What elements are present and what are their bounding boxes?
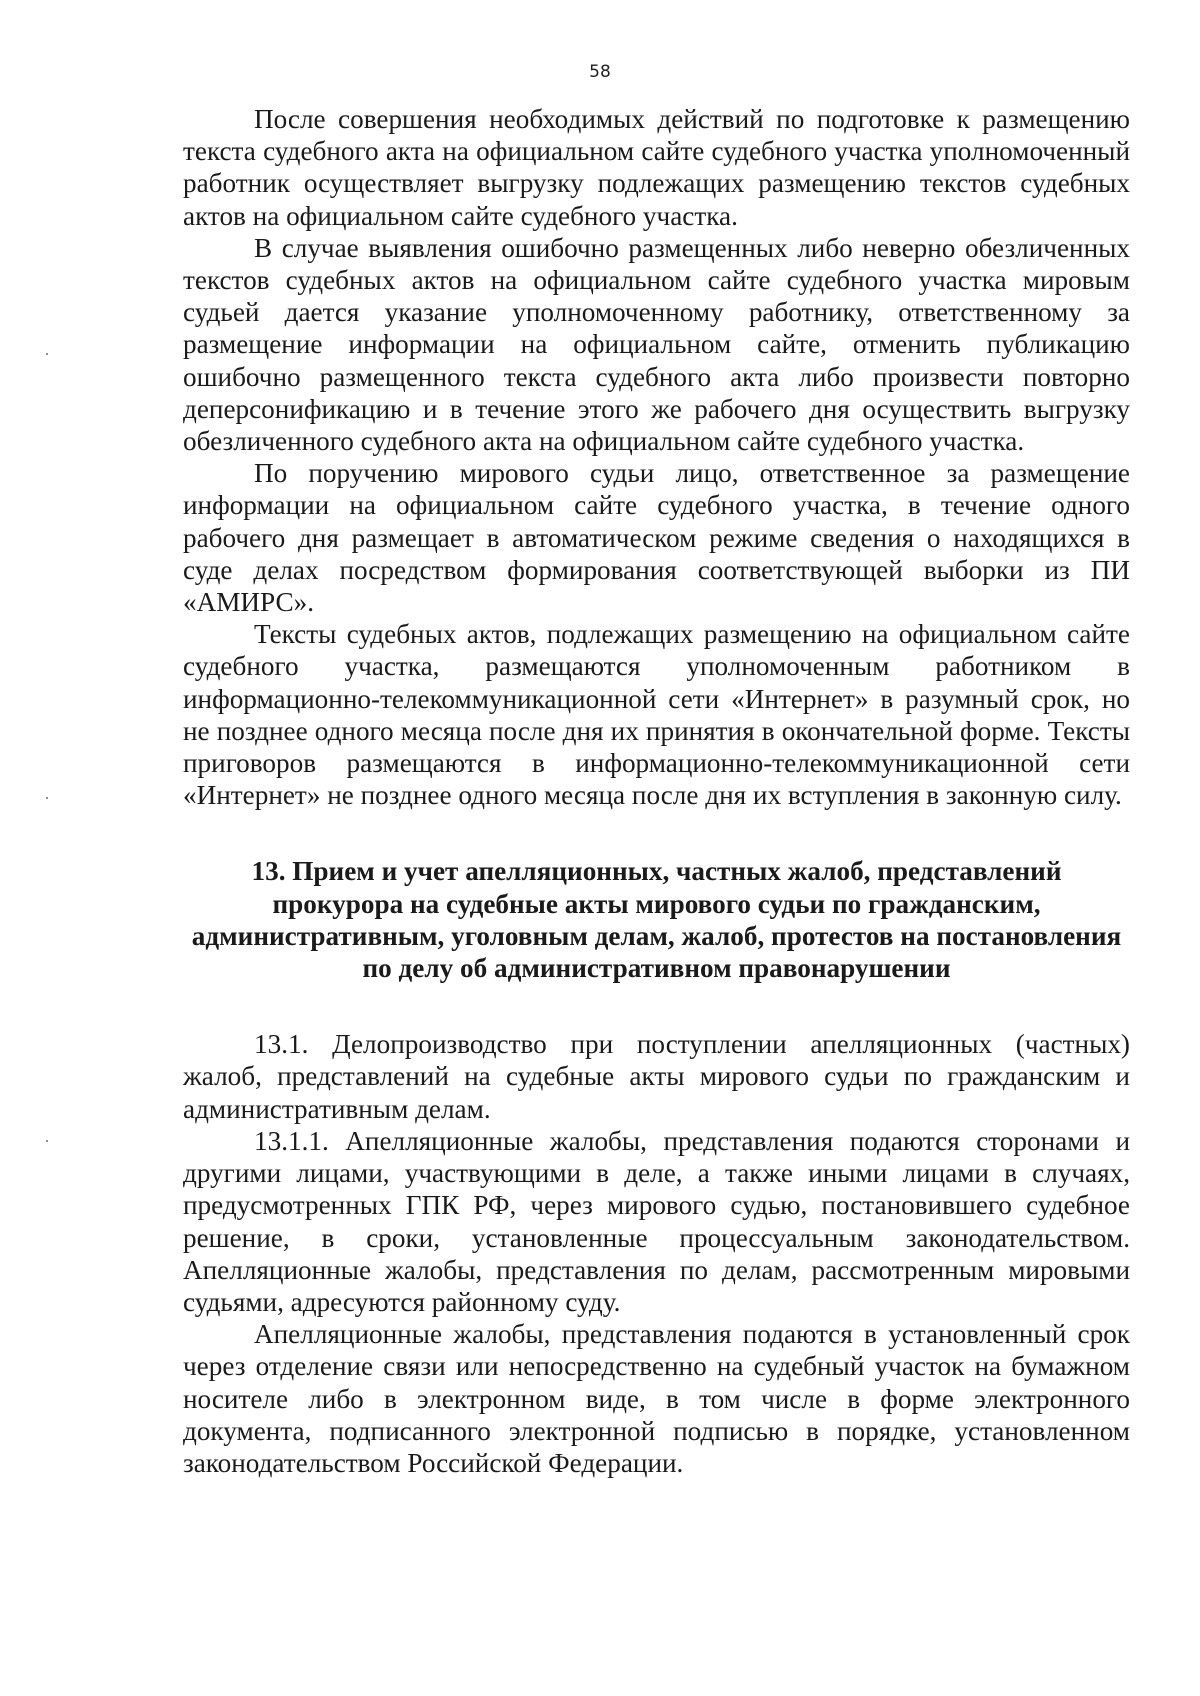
scan-speck: [46, 353, 48, 355]
paragraph: После совершения необходимых действий по подготовке к размещению текста судебного акта на официальном сайте судебного участка уполномоченный работник осуществляет выгрузку подлежащих размещению текстов судебных актов на официальном сайте судебного участка.: [183, 104, 1130, 231]
paragraph: Апелляционные жалобы, представления подаются в установленный срок через отделение связи или непосредственно на судебный участок на бумажном носителе либо в электронном виде, в том числе в форме электронного документа, подписанного электронной подписью в порядке, установленном законодательством Российской Федерации.: [183, 1319, 1130, 1478]
page-number: 58: [589, 62, 611, 82]
section-heading: 13. Прием и учет апелляционных, частных жалоб, представлений прокурора на судебные акты мирового судьи по гражданским, административным, уголовным делам, жалоб, протестов на постановления по делу об административном правонарушении: [191, 856, 1122, 984]
paragraph: По поручению мирового судьи лицо, ответственное за размещение информации на официальном сайте судебного участка, в течение одного рабочего дня размещает в автоматическом режиме сведения о находящихся в суде делах посредством формирования соответствующей выборки из ПИ «АМИРС».: [183, 458, 1130, 618]
scan-speck: [46, 1140, 48, 1142]
paragraph: Тексты судебных актов, подлежащих размещению на официальном сайте судебного участка, размещаются уполномоченным работником в информационно-телекоммуникационной сети «Интернет» в разумный срок, но не позднее одного месяца после дня их принятия в окончательной форме. Тексты приговоров размещаются в информационно-телекоммуникационной сети «Интернет» не позднее одного месяца после дня их вступления в законную силу.: [183, 619, 1130, 811]
scan-speck: [46, 797, 48, 799]
paragraph: 13.1. Делопроизводство при поступлении апелляционных (частных) жалоб, представлений на судебные акты мирового судьи по гражданским и административным делам.: [183, 1029, 1130, 1124]
paragraph: В случае выявления ошибочно размещенных либо неверно обезличенных текстов судебных актов на официальном сайте судебного участка мировым судьей дается указание уполномоченному работнику, ответственному за размещение информации на официальном сайте, отменить публикацию ошибочно размещенного текста судебного акта либо произвести повторно деперсонификацию и в течение этого же рабочего дня осуществить выгрузку обезличенного судебного акта на официальном сайте судебного участка.: [183, 232, 1130, 457]
document-body: [183, 103, 1130, 1479]
paragraph: 13.1.1. Апелляционные жалобы, представления подаются сторонами и другими лицами, участвующими в деле, а также иными лицами в случаях, предусмотренных ГПК РФ, через мирового судью, постановившего судебное решение, в сроки, установленные процессуальным законодательством. Апелляционные жалобы, представления по делам, рассмотренным мировыми судьями, адресуются районному суду.: [183, 1125, 1130, 1317]
